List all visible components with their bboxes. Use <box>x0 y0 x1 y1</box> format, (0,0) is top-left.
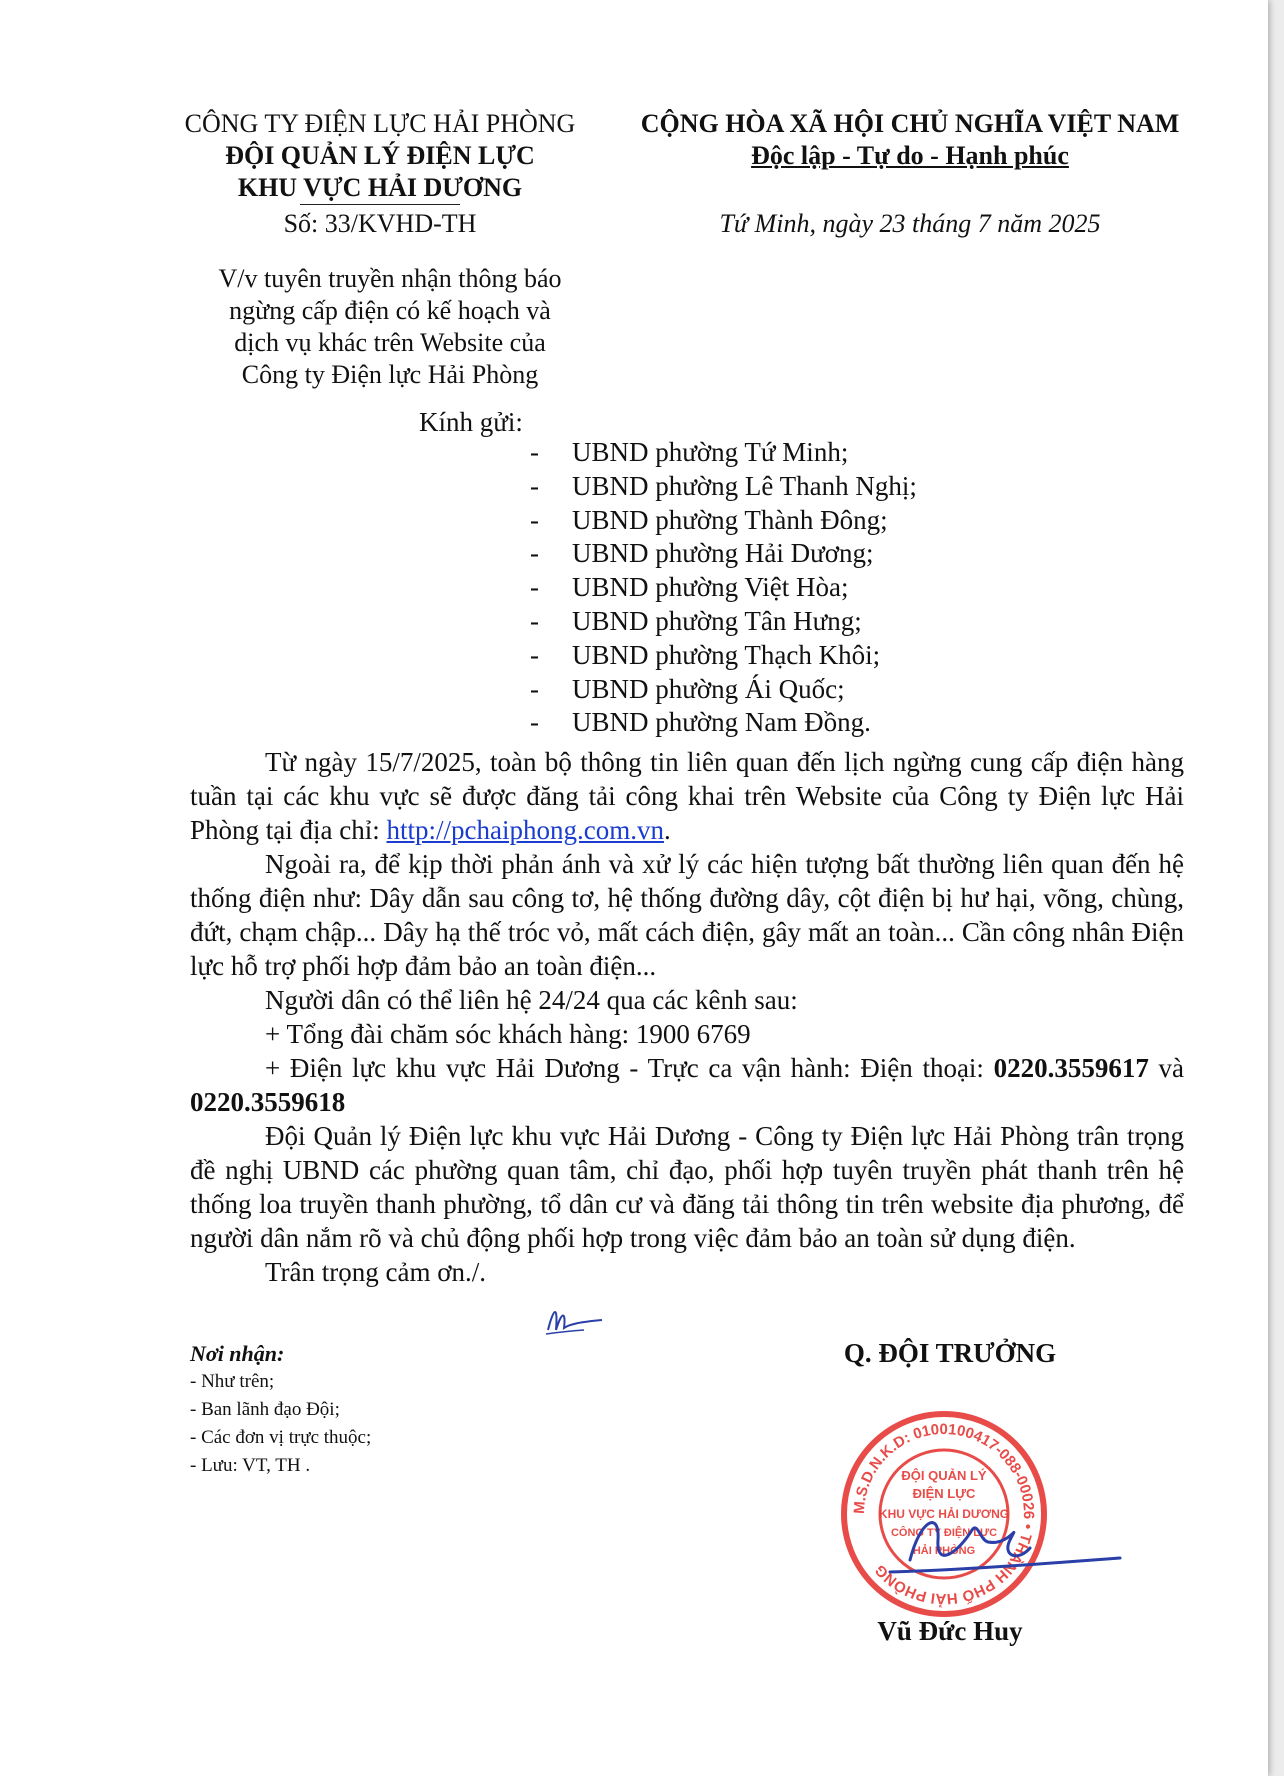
list-item <box>530 571 917 605</box>
stamp-ring-text: M.S.D.N.K.D: 0100100417-088-00026 • THÀNH PHỐ HẢI PHÒNG <box>850 1420 1038 1608</box>
recipient-name: UBND phường Ái Quốc; <box>572 673 845 704</box>
recipient-name: UBND phường Hải Dương; <box>572 538 874 569</box>
paragraph <box>190 745 1184 847</box>
paragraph-text: Ngoài ra, để kịp thời phản ánh và xử lý các hiện tượng bất thường liên quan đến hệ thống điện như: Dây dẫn sau công tơ, hệ thống đường dây, cột điện bị hư hại, võng, chùng, đứt, chạm chập... Dây hạ thế tróc vỏ, mất cách điện, gây mất an toàn... Cần công nhân Điện lực hỗ trợ phối hợp đảm bảo an toàn điện... <box>190 849 1184 981</box>
body-text <box>190 745 1184 1289</box>
stamp-text: ĐIỆN LỰC <box>912 1486 976 1501</box>
subject-line: Công ty Điện lực Hải Phòng <box>241 360 539 389</box>
list-dash: - <box>530 673 539 704</box>
recipient-name: UBND phường Tân Hưng; <box>572 605 862 636</box>
recipient-name: UBND phường Việt Hòa; <box>572 572 849 603</box>
team-name-line1: ĐỘI QUẢN LÝ ĐIỆN LỰC <box>225 141 535 170</box>
list-item <box>530 537 917 571</box>
conjunction: và <box>1148 1053 1184 1083</box>
list-item <box>530 470 917 504</box>
list-dash: - <box>530 707 539 738</box>
list-item <box>530 605 917 639</box>
signer-title: Q. ĐỘI TRƯỞNG <box>843 1338 1057 1368</box>
list-dash: - <box>530 538 539 569</box>
paragraph-text: + Điện lực khu vực Hải Dương - Trực ca vận hành: Điện thoại: <box>265 1053 994 1083</box>
recipient-name: UBND phường Tứ Minh; <box>572 437 849 467</box>
initials-mark <box>540 1300 610 1340</box>
company-name: CÔNG TY ĐIỆN LỰC HẢI PHÒNG <box>184 109 576 138</box>
paragraph <box>190 1051 1184 1119</box>
distribution-heading: Nơi nhận: <box>190 1341 285 1366</box>
list-item <box>530 673 917 707</box>
document-number: Số: 33/KVHD-TH <box>283 209 477 238</box>
subject-line: ngừng cấp điện có kế hoạch và <box>229 296 551 325</box>
recipient-list <box>530 436 917 740</box>
list-dash: - <box>530 572 539 603</box>
nation-title: CỘNG HÒA XÃ HỘI CHỦ NGHĨA VIỆT NAM <box>640 109 1180 138</box>
team-name-line2: KHU VỰC HẢI DƯƠNG <box>237 173 523 202</box>
closing-text: Trân trọng cảm ơn./. <box>265 1257 487 1287</box>
paragraph <box>190 1255 1184 1289</box>
list-item <box>530 706 917 740</box>
list-item: - Như trên; <box>190 1371 275 1392</box>
list-dash: - <box>530 470 539 501</box>
recipient-name: UBND phường Nam Đồng. <box>572 707 871 738</box>
signature-block <box>800 1336 1100 1370</box>
subject-block <box>180 263 600 391</box>
hotline-text: + Tổng đài chăm sóc khách hàng: 1900 6769 <box>265 1019 751 1049</box>
phone-number: 0220.3559617 <box>993 1053 1149 1083</box>
list-dash: - <box>530 437 539 467</box>
recipient-name: UBND phường Thạch Khôi; <box>572 639 881 670</box>
issuer-block <box>180 108 580 204</box>
paragraph-text: Từ ngày 15/7/2025, toàn bộ thông tin liên quan đến lịch ngừng cung cấp điện hàng tuần tại các khu vực sẽ được đăng tải công khai trên Website của Công ty Điện lực Hải Phòng tại địa chỉ: <box>190 747 1184 845</box>
issuer-underline <box>300 204 460 205</box>
list-dash: - <box>530 639 539 670</box>
distribution-list <box>190 1340 371 1480</box>
stamp-text: ĐỘI QUẢN LÝ <box>901 1468 987 1483</box>
paragraph <box>190 847 1184 983</box>
subject-line: dịch vụ khác trên Website của <box>234 328 546 357</box>
list-item <box>530 436 917 470</box>
place-date: Tứ Minh, ngày 23 tháng 7 năm 2025 <box>719 209 1101 238</box>
national-motto: Độc lập - Tự do - Hạnh phúc <box>751 141 1069 170</box>
stamp-text: HẢI PHÒNG <box>912 1545 976 1557</box>
list-dash: - <box>530 605 539 636</box>
stamp-text: CÔNG TY ĐIỆN LỰC <box>890 1527 998 1539</box>
recipient-name: UBND phường Lê Thanh Nghị; <box>572 470 917 501</box>
list-item: - Lưu: VT, TH . <box>190 1455 311 1476</box>
handwritten-signature <box>880 1500 1130 1590</box>
stamp-text: KHU VỰC HẢI DƯƠNG <box>878 1507 1010 1521</box>
motto-wrap <box>630 140 1190 172</box>
national-header <box>630 108 1190 172</box>
paragraph <box>190 1017 1184 1051</box>
list-dash: - <box>530 504 539 535</box>
signer-name: Vũ Đức Huy <box>877 1616 1023 1646</box>
paragraph <box>190 1119 1184 1255</box>
list-item <box>530 639 917 673</box>
list-item: - Ban lãnh đạo Đội; <box>190 1399 340 1420</box>
subject-line: V/v tuyên truyền nhận thông báo <box>218 264 562 293</box>
list-item: - Các đơn vị trực thuộc; <box>190 1427 372 1448</box>
recipient-name: UBND phường Thành Đông; <box>572 504 888 535</box>
paragraph-end: . <box>663 815 671 845</box>
phone-number: 0220.3559618 <box>190 1087 346 1117</box>
paragraph <box>190 983 1184 1017</box>
addressee-label: Kính gửi: <box>419 407 523 437</box>
website-link[interactable]: http://pchaiphong.com.vn <box>386 815 664 845</box>
paragraph-text: Đội Quản lý Điện lực khu vực Hải Dương - Công ty Điện lực Hải Phòng trân trọng đề nghị UBND các phường quan tâm, chỉ đạo, phối hợp tuyên truyền phát thanh trên hệ thống loa truyền thanh phường, tổ dân cư và đăng tải thông tin trên website địa phương, để người dân nắm rõ và chủ động phối hợp trong việc đảm bảo an toàn sử dụng điện. <box>190 1121 1184 1253</box>
list-item <box>530 504 917 538</box>
paragraph-text: Người dân có thể liên hệ 24/24 qua các kênh sau: <box>265 985 798 1015</box>
